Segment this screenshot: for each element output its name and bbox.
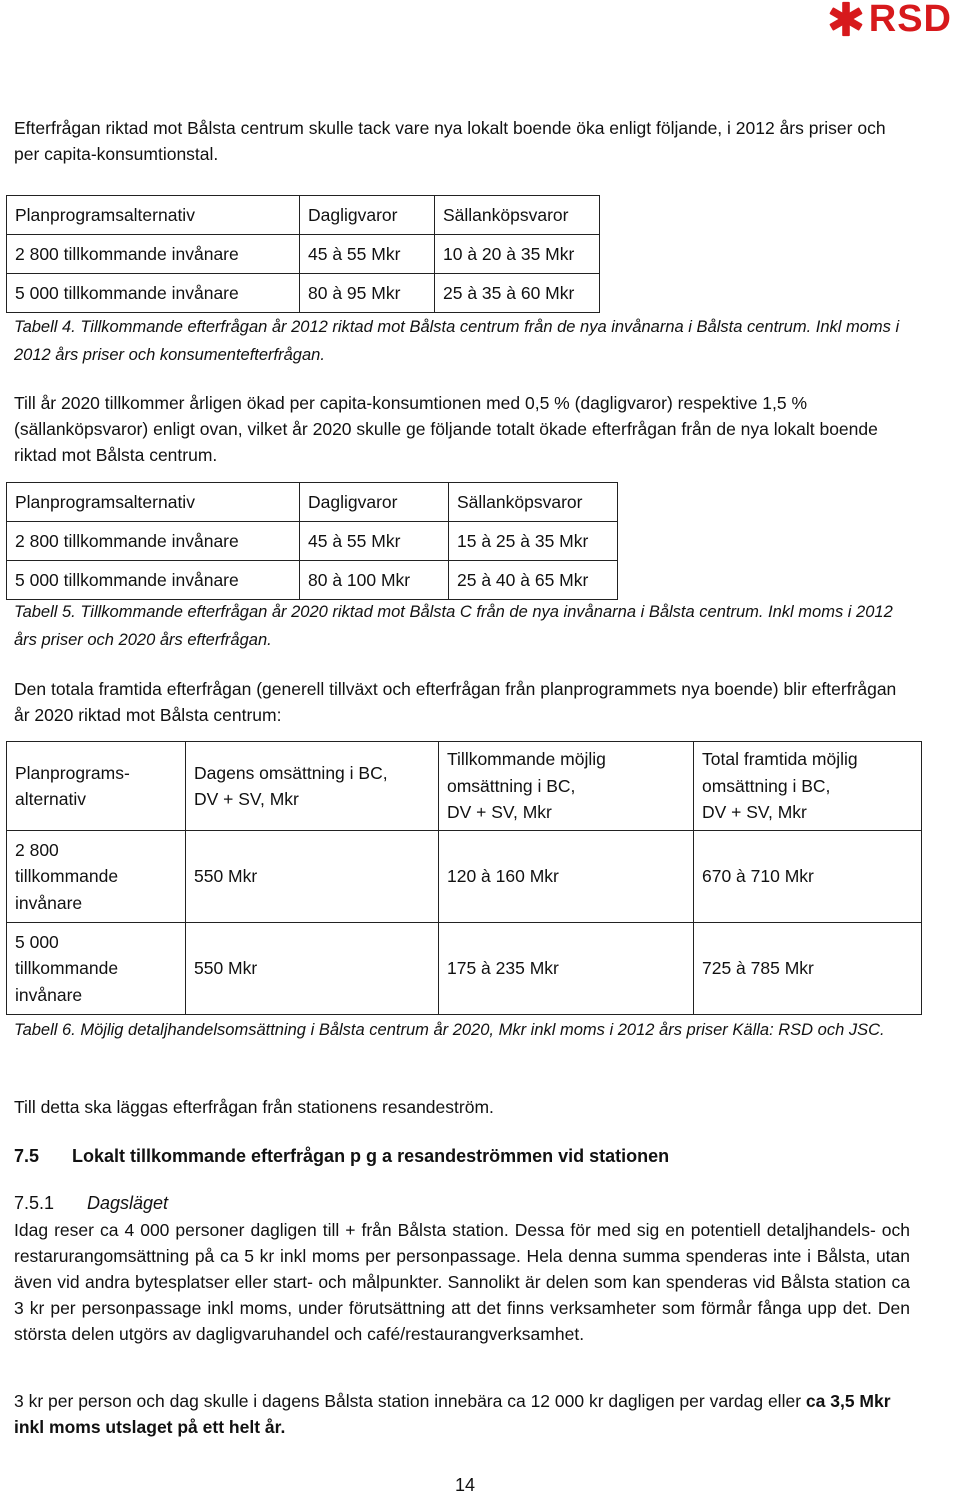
table-cell: 15 à 25 à 35 Mkr <box>449 522 618 561</box>
section-title: Lokalt tillkommande efterfrågan p g a resandeströmmen vid stationen <box>72 1146 670 1166</box>
table-row <box>7 235 600 274</box>
table-cell: 45 à 55 Mkr <box>300 522 449 561</box>
table-cell: 175 à 235 Mkr <box>439 923 694 1015</box>
table-cell: 25 à 35 à 60 Mkr <box>435 274 600 313</box>
table-cell: 25 à 40 à 65 Mkr <box>449 561 618 600</box>
paragraph-bold-text: ca 3,5 Mkr inkl moms utslaget på ett helt år. <box>14 1391 891 1437</box>
table-header-cell: Total framtida möjlig omsättning i BC, DV + SV, Mkr <box>694 742 922 831</box>
subsection-heading <box>14 1190 168 1216</box>
table-row <box>7 274 600 313</box>
table-6-caption: Tabell 6. Möjlig detaljhandelsomsättning i Bålsta centrum år 2020, Mkr inkl moms i 2012 års priser Källa: RSD och JSC. <box>14 1021 885 1039</box>
intro-paragraph: Efterfrågan riktad mot Bålsta centrum skulle tack vare nya lokalt boende öka enligt följande, i 2012 års priser och per capita-konsumtionstal. <box>14 118 886 164</box>
table-cell: 5 000 tillkommande invånare <box>7 274 300 313</box>
paragraph-annual-estimate <box>14 1388 914 1440</box>
table-cell: 5 000 tillkommande invånare <box>7 561 300 600</box>
table-header-cell: Planprograms- alternativ <box>7 742 186 831</box>
table-cell: 2 800 tillkommande invånare <box>7 831 186 923</box>
table-header-row <box>7 742 922 831</box>
paragraph-station-flow: Till detta ska läggas efterfrågan från stationens resandeström. <box>14 1097 494 1117</box>
table-cell: 2 800 tillkommande invånare <box>7 235 300 274</box>
table-row <box>7 831 922 923</box>
subsection-number: 7.5.1 <box>14 1193 55 1213</box>
table-row <box>7 923 922 1015</box>
paragraph-total-demand: Den totala framtida efterfrågan (generell tillväxt och efterfrågan från planprogrammets nya boende) blir efterfrågan år 2020 riktad mot Bålsta centrum: <box>14 679 897 725</box>
table-header-cell: Planprogramsalternativ <box>7 196 300 235</box>
table-cell: 10 à 20 à 35 Mkr <box>435 235 600 274</box>
table-cell: 80 à 100 Mkr <box>300 561 449 600</box>
table-cell: 5 000 tillkommande invånare <box>7 923 186 1015</box>
table-cell: 670 à 710 Mkr <box>694 831 922 923</box>
table-5 <box>6 482 618 600</box>
subsection-title: Dagsläget <box>87 1193 169 1213</box>
table-6 <box>6 741 922 1015</box>
table-5-caption: Tabell 5. Tillkommande efterfrågan år 2020 riktad mot Bålsta C från de nya invånarna i Bålsta centrum. Inkl moms i 2012 års priser och 2020 års efterfrågan. <box>14 603 893 649</box>
table-cell: 2 800 tillkommande invånare <box>7 522 300 561</box>
table-header-cell: Tillkommande möjlig omsättning i BC, DV + SV, Mkr <box>439 742 694 831</box>
logo-text: RSD <box>868 0 952 40</box>
paragraph-2020-growth: Till år 2020 tillkommer årligen ökad per capita-konsumtionen med 0,5 % (dagligvaror) respektive 1,5 % (sällanköpsvaror) enligt ovan, vilket år 2020 skulle ge följande totalt ökade efterfrågan från de nya lokalt boende riktad mot Bålsta centrum. <box>14 393 878 465</box>
page-number: 14 <box>454 1475 476 1495</box>
table-cell: 120 à 160 Mkr <box>439 831 694 923</box>
table-header-cell: Dagligvaror <box>300 196 435 235</box>
table-4 <box>6 195 600 313</box>
table-row <box>7 522 618 561</box>
section-number: 7.5 <box>14 1146 40 1166</box>
table-cell: 80 à 95 Mkr <box>300 274 435 313</box>
table-cell: 725 à 785 Mkr <box>694 923 922 1015</box>
table-cell: 550 Mkr <box>186 831 439 923</box>
paragraph-current-situation: Idag reser ca 4 000 personer dagligen till + från Bålsta station. Dessa för med sig en potentiell detaljhandels- och restarurangomsättning på ca 5 kr inkl moms per personpassage. Hela denna summa spenderas inte i Bålsta, utan även vid andra bytesplatser eller start- och målpunkter. Sannolikt är delen som kan spenderas vid Bålsta station ca 3 kr per personpassage inkl moms, under förutsättning att det finns verksamheter som förmår fånga upp det. Den största delen utgörs av dagligvaruhandel och café/restaurangverksamhet. <box>14 1220 910 1344</box>
table-cell: 45 à 55 Mkr <box>300 235 435 274</box>
table-header-cell: Dagligvaror <box>300 483 449 522</box>
table-header-cell: Sällanköpsvaror <box>449 483 618 522</box>
table-4-caption: Tabell 4. Tillkommande efterfrågan år 2012 riktad mot Bålsta centrum från de nya invånarna i Bålsta centrum. Inkl moms i 2012 års priser och konsumentefterfrågan. <box>14 318 900 364</box>
rsd-logo <box>827 0 952 38</box>
table-row <box>7 561 618 600</box>
section-heading <box>14 1143 669 1169</box>
table-header-row <box>7 483 618 522</box>
table-cell: 550 Mkr <box>186 923 439 1015</box>
table-header-cell: Planprogramsalternativ <box>7 483 300 522</box>
asterisk-icon <box>827 0 865 38</box>
table-header-cell: Dagens omsättning i BC, DV + SV, Mkr <box>186 742 439 831</box>
table-header-cell: Sällanköpsvaror <box>435 196 600 235</box>
paragraph-normal-text: 3 kr per person och dag skulle i dagens Bålsta station innebära ca 12 000 kr dagligen per vardag eller <box>14 1391 806 1411</box>
table-header-row <box>7 196 600 235</box>
